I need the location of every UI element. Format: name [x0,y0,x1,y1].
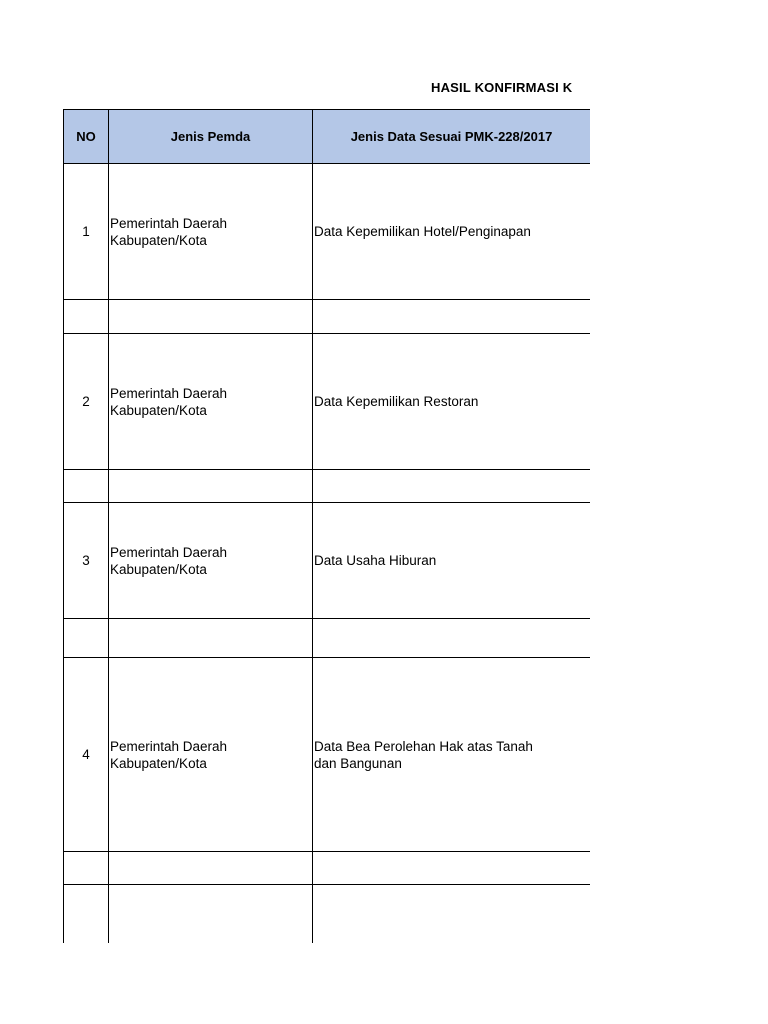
cell-jenis-data[interactable] [313,300,591,334]
cell-jenis-data[interactable] [313,885,591,944]
cell-jenis-pemda[interactable]: Pemerintah Daerah Kabupaten/Kota [109,658,313,852]
cell-jenis-data[interactable] [313,470,591,503]
cell-jenis-data[interactable] [313,619,591,658]
header-jenis-data: Jenis Data Sesuai PMK-228/2017 [313,110,591,164]
table-row [64,503,591,619]
cell-jenis-data[interactable]: Data Bea Perolehan Hak atas Tanah dan Bangunan [313,658,591,852]
table-row [64,470,591,503]
cell-jenis-data[interactable] [313,852,591,885]
header-row [64,110,591,164]
cell-no[interactable] [64,619,109,658]
cell-no[interactable] [64,885,109,944]
cell-no[interactable] [64,470,109,503]
cell-no[interactable]: 2 [64,334,109,470]
cell-jenis-pemda[interactable]: Pemerintah Daerah Kabupaten/Kota [109,334,313,470]
cell-no[interactable] [64,852,109,885]
cell-jenis-data[interactable]: Data Kepemilikan Hotel/Penginapan [313,164,591,300]
cell-jenis-pemda[interactable] [109,852,313,885]
cell-no[interactable]: 1 [64,164,109,300]
table-row [64,164,591,300]
cell-jenis-pemda[interactable]: Pemerintah Daerah Kabupaten/Kota [109,164,313,300]
table-row [64,334,591,470]
table-row [64,658,591,852]
cell-jenis-pemda[interactable] [109,619,313,658]
cell-no[interactable] [64,300,109,334]
table-row [64,885,591,944]
spreadsheet-area [63,109,590,943]
cell-jenis-data[interactable]: Data Kepemilikan Restoran [313,334,591,470]
document-title: HASIL KONFIRMASI K [431,80,573,95]
cell-jenis-pemda[interactable]: Pemerintah Daerah Kabupaten/Kota [109,503,313,619]
cell-no[interactable]: 4 [64,658,109,852]
header-no: NO [64,110,109,164]
cell-jenis-data[interactable]: Data Usaha Hiburan [313,503,591,619]
table-row [64,300,591,334]
cell-jenis-pemda[interactable] [109,885,313,944]
cell-no[interactable]: 3 [64,503,109,619]
cell-jenis-pemda[interactable] [109,470,313,503]
cell-jenis-pemda[interactable] [109,300,313,334]
table-row [64,852,591,885]
table-row [64,619,591,658]
header-jenis-pemda: Jenis Pemda [109,110,313,164]
confirmation-table [63,109,590,943]
